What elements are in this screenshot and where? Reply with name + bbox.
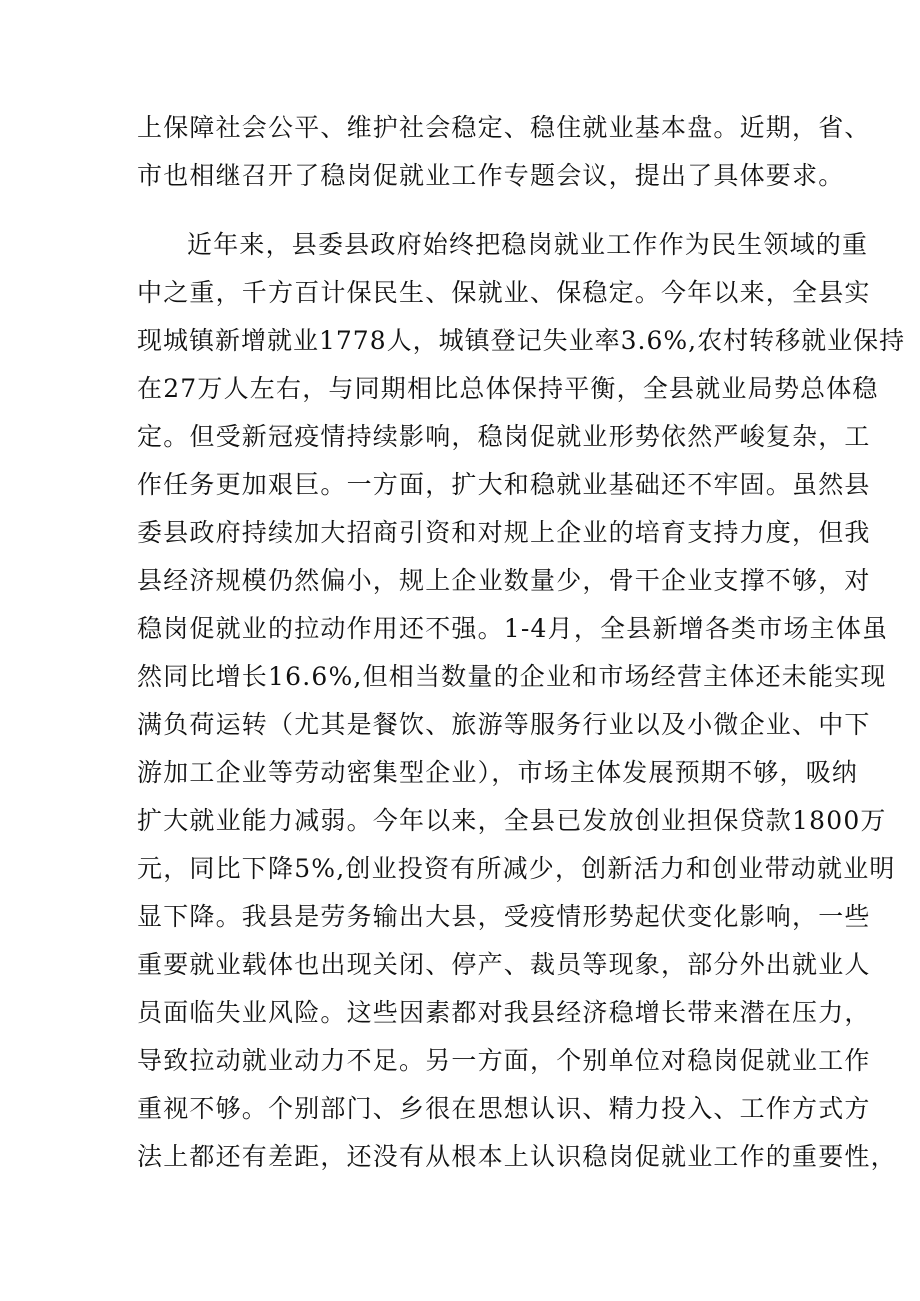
text-line: 上保障社会公平、维护社会稳定、稳住就业基本盘。近期，省、 — [137, 113, 871, 142]
text-line: 然同比增长16.6%,但相当数量的企业和市场经营主体还未能实现 — [137, 662, 887, 691]
text-line: 县经济规模仍然偏小，规上企业数量少，骨干企业支撑不够，对 — [137, 566, 871, 595]
text-line: 显下降。我县是劳务输出大县，受疫情形势起伏变化影响，一些 — [137, 902, 871, 931]
text-line: 扩大就业能力减弱。今年以来，全县已发放创业担保贷款1800万 — [137, 806, 887, 835]
text-line: 委县政府持续加大招商引资和对规上企业的培育支持力度，但我 — [137, 518, 871, 547]
text-line: 中之重，千方百计保民生、保就业、保稳定。今年以来，全县实 — [137, 278, 871, 307]
text-line: 游加工企业等劳动密集型企业），市场主体发展预期不够，吸纳 — [137, 758, 859, 787]
text-line: 定。但受新冠疫情持续影响，稳岗促就业形势依然严峻复杂，工 — [137, 422, 871, 451]
text-line: 法上都还有差距，还没有从根本上认识稳岗促就业工作的重要性， — [137, 1142, 897, 1171]
text-line: 重视不够。个别部门、乡很在思想认识、精力投入、工作方式方 — [137, 1094, 871, 1123]
text-line: 元，同比下降5%,创业投资有所减少，创新活力和创业带动就业明 — [137, 854, 896, 883]
text-line: 作任务更加艰巨。一方面，扩大和稳就业基础还不牢固。虽然县 — [137, 470, 871, 499]
text-line: 稳岗促就业的拉动作用还不强。1-4月，全县新增各类市场主体虽 — [137, 614, 889, 643]
text-line: 员面临失业风险。这些因素都对我县经济稳增长带来潜在压力， — [137, 998, 871, 1027]
text-line: 导致拉动就业动力不足。另一方面，个别单位对稳岗促就业工作 — [137, 1046, 871, 1075]
text-line: 现城镇新增就业1778人，城镇登记失业率3.6%,农村转移就业保持 — [137, 326, 906, 355]
text-line: 满负荷运转（尤其是餐饮、旅游等服务行业以及小微企业、中下 — [137, 710, 871, 739]
text-line: 在27万人左右，与同期相比总体保持平衡，全县就业局势总体稳 — [137, 374, 879, 403]
text-line: 重要就业载体也出现关闭、停产、裁员等现象，部分外出就业人 — [137, 950, 871, 979]
text-line: 近年来，县委县政府始终把稳岗就业工作作为民生领域的重 — [187, 230, 869, 259]
text-line: 市也相继召开了稳岗促就业工作专题会议，提出了具体要求。 — [137, 161, 845, 190]
